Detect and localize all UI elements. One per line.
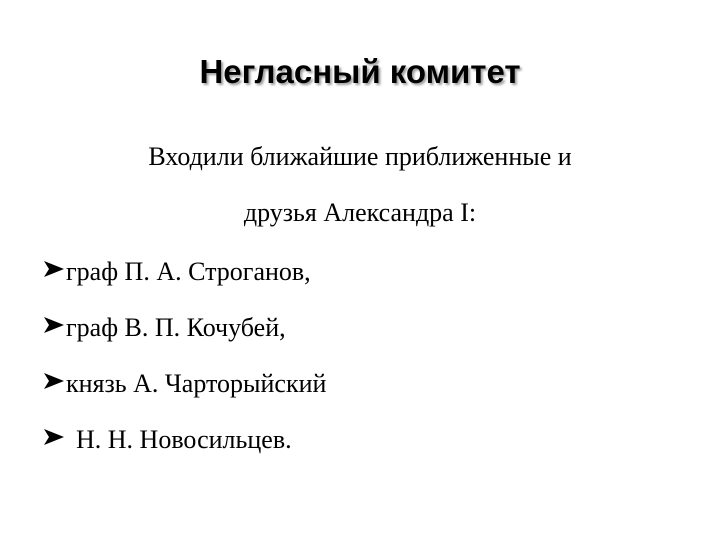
list-item xyxy=(44,420,326,476)
slide-title: Негласный комитет xyxy=(199,53,521,90)
bullet-list xyxy=(44,252,326,476)
arrow-bullet-icon xyxy=(44,429,64,445)
intro-line-1: Входили ближайшие приближенные и xyxy=(148,142,572,171)
arrow-bullet-icon xyxy=(44,373,64,389)
list-item-text: Н. Н. Новосильцев. xyxy=(76,425,292,455)
intro-line-2: друзья Александра I: xyxy=(243,198,477,227)
list-item xyxy=(44,252,326,308)
list-item-text: граф В. П. Кочубей, xyxy=(66,313,286,343)
arrow-bullet-icon xyxy=(44,317,64,333)
list-item xyxy=(44,364,326,420)
list-item xyxy=(44,308,326,364)
list-item-text: граф П. А. Строганов, xyxy=(66,257,311,287)
arrow-bullet-icon xyxy=(44,261,64,277)
list-item-text: князь А. Чарторыйский xyxy=(66,369,327,399)
